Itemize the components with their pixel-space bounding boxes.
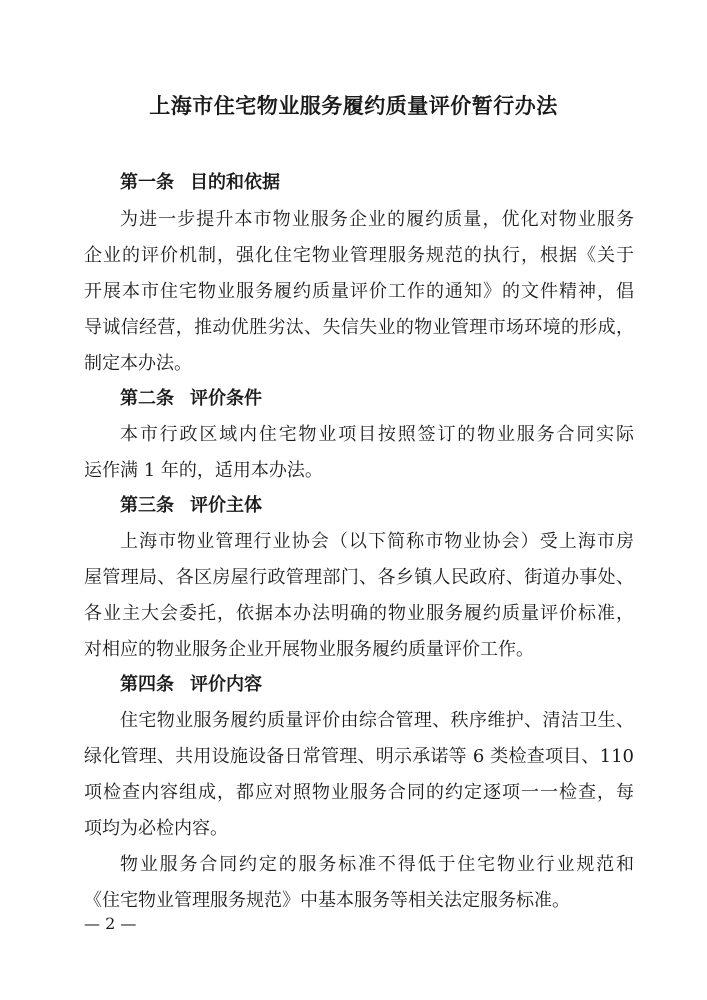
article-number: 第四条 (120, 674, 174, 695)
article-heading-text: 评价条件 (190, 388, 262, 409)
paragraph-line: 绿化管理、共用设施设备日常管理、明示承诺等 6 类检查项目、110 (84, 746, 634, 767)
paragraph-line: 各业主大会委托，依据本办法明确的物业服务履约质量评价标准， (84, 603, 634, 624)
article-number: 第二条 (120, 388, 174, 409)
article-number: 第一条 (120, 172, 174, 193)
article-2-heading (120, 384, 262, 410)
article-heading-text: 目的和依据 (190, 172, 280, 193)
article-4-heading (120, 670, 262, 696)
paragraph-line: 上海市物业管理行业协会（以下简称市物业协会）受上海市房 (120, 531, 634, 552)
paragraph-line: 项均为必检内容。 (84, 818, 228, 839)
paragraph-line: 导诚信经营，推动优胜劣汰、失信失业的物业管理市场环境的形成， (84, 317, 634, 338)
article-3-heading (120, 491, 262, 517)
page-number: — 2 — (84, 914, 137, 933)
paragraph-line: 项检查内容组成，都应对照物业服务合同的约定逐项一一检查，每 (84, 782, 634, 803)
article-1-heading (120, 168, 280, 194)
paragraph-line: 企业的评价机制，强化住宅物业管理服务规范的执行，根据《关于 (84, 245, 634, 266)
paragraph-line: 本市行政区域内住宅物业项目按照签订的物业服务合同实际 (120, 424, 634, 445)
paragraph-line: 《住宅物业管理服务规范》中基本服务等相关法定服务标准。 (84, 890, 570, 911)
article-number: 第三条 (120, 495, 174, 516)
paragraph-line: 住宅物业服务履约质量评价由综合管理、秩序维护、清洁卫生、 (120, 710, 634, 731)
paragraph-line: 为进一步提升本市物业服务企业的履约质量，优化对物业服务 (120, 209, 634, 230)
article-heading-text: 评价主体 (190, 495, 262, 516)
document-title: 上海市住宅物业服务履约质量评价暂行办法 (149, 94, 558, 118)
paragraph-line: 对相应的物业服务企业开展物业服务履约质量评价工作。 (84, 639, 534, 660)
article-heading-text: 评价内容 (190, 674, 262, 695)
paragraph-line: 物业服务合同约定的服务标准不得低于住宅物业行业规范和 (120, 854, 634, 875)
paragraph-line: 开展本市住宅物业服务履约质量评价工作的通知》的文件精神，倡 (84, 281, 634, 302)
paragraph-line: 运作满 1 年的，适用本办法。 (84, 460, 323, 481)
paragraph-line: 制定本办法。 (84, 353, 192, 374)
paragraph-line: 屋管理局、各区房屋行政管理部门、各乡镇人民政府、街道办事处、 (84, 567, 634, 588)
